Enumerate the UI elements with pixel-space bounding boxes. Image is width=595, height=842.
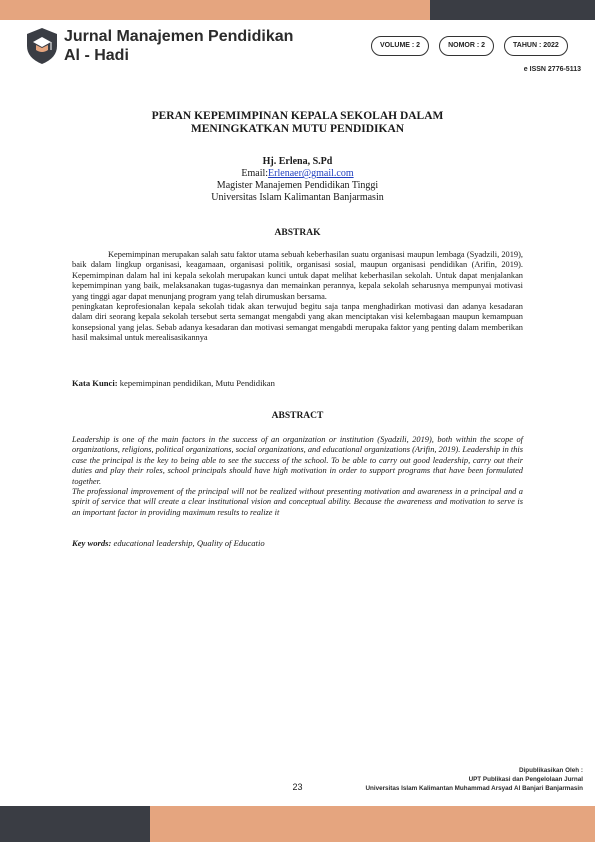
tahun-badge: TAHUN : 2022: [504, 36, 568, 56]
journal-title-line2: Al - Hadi: [64, 47, 129, 64]
publisher-info: [365, 766, 583, 793]
volume-badge: VOLUME : 2: [371, 36, 429, 56]
issn-label: e ISSN 2776-5113: [523, 66, 581, 73]
publisher-line3: Universitas Islam Kalimantan Muhammad Arsyad Al Banjari Banjarmasin: [365, 785, 583, 792]
nomor-badge: NOMOR : 2: [439, 36, 494, 56]
publisher-line2: UPT Publikasi dan Pengelolaan Jurnal: [468, 776, 583, 783]
publisher-line1: Dipublikasikan Oleh :: [518, 767, 583, 774]
abstract-body: [72, 435, 523, 518]
author-email-link[interactable]: Erlenaer@gmail.com: [268, 168, 354, 179]
article-title-line2: MENINGKATKAN MUTU PENDIDIKAN: [190, 123, 405, 135]
abstract-heading: ABSTRACT: [271, 411, 324, 421]
affiliation-line2: Universitas Islam Kalimantan Banjarmasin: [211, 192, 384, 203]
author-block: [72, 156, 523, 204]
issue-info: [371, 36, 568, 56]
footer-accent-bar: [150, 806, 595, 842]
journal-title: [64, 27, 293, 65]
kata-kunci: [72, 378, 275, 388]
abstract-paragraph-1: Leadership is one of the main factors in the success of an organization or institution (Syadzili, 2019), both within the scope of organizations, religions, political organizations, social organizations, and educational organizations (Arifin, 2019). Leadership in this case the principal is the key to being able to see the success of the school. To be able to carry out good leadership, carry out their duties and play their roles, school principals should have high motivation in order to support programs that have been formulated together.: [72, 435, 523, 486]
author-name: Hj. Erlena, S.Pd: [262, 156, 333, 167]
journal-title-line1: Jurnal Manajemen Pendidikan: [64, 28, 294, 45]
abstrak-heading: ABSTRAK: [274, 228, 321, 238]
kata-kunci-values: kepemimpinan pendidikan, Mutu Pendidikan: [117, 378, 275, 388]
keywords-label: Key words:: [72, 538, 112, 548]
article-title: [72, 110, 523, 136]
author-email-line: [72, 168, 523, 180]
kata-kunci-label: Kata Kunci:: [72, 378, 118, 388]
article-title-line1: PERAN KEPEMIMPINAN KEPALA SEKOLAH DALAM: [151, 110, 444, 122]
header-accent-bar: [0, 0, 430, 20]
keywords: [72, 538, 265, 548]
abstrak-body: [72, 250, 523, 344]
abstrak-paragraph-1: Kepemimpinan merupakan salah satu faktor utama sebuah keberhasilan suatu organisasi maupun lembaga (Syadzili, 2019), baik dalam lingkup organisasi, keagamaan, organisasi politik, organisasi sosial, maupun organisasi pendidikan (Arifin, 2019). Kepemimpinan dalam hal ini kepala sekolah merupakan kunci untuk dapat melihat keberhasilan sekolah. Untuk dapat menjalankan kepemimpinan yang baik, melaksanakan tugas-tugasnya dan memainkan perannya, kepala sekolah seharusnya mempunyai motivasi yang tinggi agar dapat menunjang program yang telah dirumuskan bersama.: [72, 250, 523, 301]
abstract-paragraph-2: The professional improvement of the principal will not be realized without presenting motivation and awareness in a principal and a spirit of service that will create a clear institutional vision and conceptual ability. Because the awareness and motivation to serve is an important factor in providing maximum results to realize it: [72, 487, 523, 517]
footer-dark-bar: [0, 806, 150, 842]
email-label: Email:: [241, 168, 269, 179]
journal-logo-icon: [24, 26, 60, 66]
page-number: 23: [292, 782, 303, 792]
keywords-values: educational leadership, Quality of Educatio: [111, 538, 265, 548]
affiliation-line1: Magister Manajemen Pendidikan Tinggi: [216, 180, 379, 191]
header-dark-bar: [430, 0, 595, 20]
abstrak-paragraph-2: peningkatan keprofesionalan kepala sekolah tidak akan terwujud begitu saja tanpa menghadirkan motivasi dan adanya kesadaran dalam diri seorang kepala sekolah tersebut serta semangat mengabdi yang akan menciptakan visi kelembagaan maupun kemampuan konsepsional yang jelas. Sebab adanya kesadaran dan motivasi semangat mengabdi merupaka faktor yang penting dalam memberikan hasil maksimal untuk merealisasikannya: [72, 302, 523, 343]
